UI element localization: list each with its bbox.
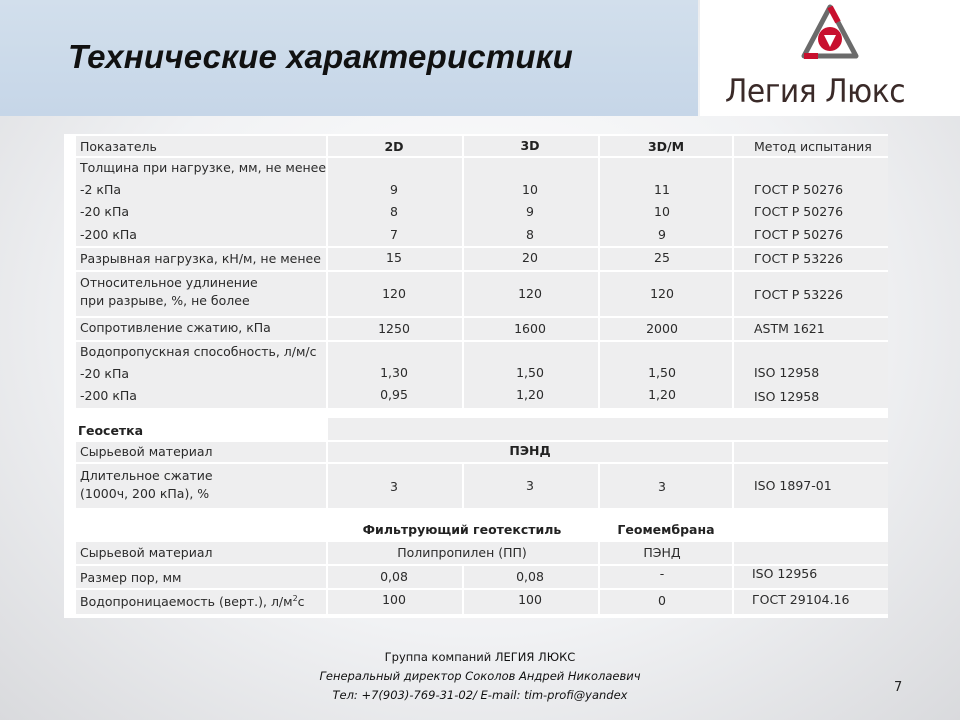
cell-value: 0,95 — [380, 387, 408, 402]
cell-method: ГОСТ Р 50276 — [754, 204, 844, 219]
cell-value: 10 — [654, 204, 670, 219]
cell-value: 10 — [522, 182, 538, 197]
cell-value: 9 — [390, 182, 398, 197]
table-cell — [328, 418, 888, 440]
pore-label: Размер пор, мм — [80, 570, 182, 585]
permeability-label: Водопропускная способность, л/м/с — [80, 344, 317, 359]
textile-raw-label: Сырьевой материал — [80, 545, 213, 560]
cell-method: ASTM 1621 — [754, 321, 825, 336]
thickness-label: Толщина при нагрузке, мм, не менее — [80, 160, 327, 175]
creep-label: (1000ч, 200 кПа), % — [80, 486, 210, 501]
header-param: Показатель — [80, 139, 157, 154]
table-cell — [600, 566, 732, 588]
cell-value: 0 — [658, 593, 666, 608]
geonet-section-title: Геосетка — [78, 423, 144, 438]
creep-label: Длительное сжатие — [80, 468, 213, 483]
page-number: 7 — [894, 680, 903, 695]
cell-value: 100 — [518, 592, 542, 607]
membrane-raw-value: ПЭНД — [643, 545, 681, 560]
header-3dm: 3D/M — [647, 139, 685, 154]
cell-value: 20 — [522, 250, 538, 265]
footer-contacts: Тел: +7(903)-769-31-02/ E-mail: tim-profi@yandex — [332, 688, 628, 702]
header-method: Метод испытания — [754, 139, 872, 154]
cell-value: 11 — [654, 182, 670, 197]
cell-method: ГОСТ Р 50276 — [754, 182, 844, 197]
footer-director: Генеральный директор Соколов Андрей Николаевич — [319, 669, 641, 683]
header-3d: 3D — [520, 138, 540, 153]
cell-value: 8 — [526, 227, 534, 242]
elongation-label: при разрыве, %, не более — [80, 293, 250, 308]
cell-method: ГОСТ Р 53226 — [754, 287, 844, 302]
cell-value: 120 — [518, 286, 542, 301]
cell-method: ISO 12958 — [754, 389, 820, 404]
cell-value: 1,50 — [516, 365, 544, 380]
row-label: -200 кПа — [80, 388, 137, 403]
cell-value: 0,08 — [380, 569, 408, 584]
logo-emblem-icon — [798, 4, 862, 68]
cell-value: 3 — [526, 478, 534, 493]
cell-value: 100 — [382, 592, 406, 607]
cell-value: 8 — [390, 204, 398, 219]
cell-value: 1,30 — [380, 365, 408, 380]
row-label: -200 кПа — [80, 227, 137, 242]
logo-text: Легия Люкс — [725, 72, 906, 110]
cell-method: ISO 12958 — [754, 365, 820, 380]
cell-method: ISO 1897-01 — [754, 478, 832, 493]
cell-method: ISO 12956 — [752, 566, 818, 581]
cell-value: 2000 — [646, 321, 678, 336]
flow-label: Водопроницаемость (верт.), $л/м^2с$ — [80, 594, 305, 610]
cell-value: 120 — [650, 286, 674, 301]
geomembrane-header: Геомембрана — [617, 522, 715, 537]
tensile-label: Разрывная нагрузка, кН/м, не менее — [80, 251, 321, 266]
cell-value: - — [659, 566, 665, 581]
cell-value: 3 — [390, 479, 398, 494]
compression-label: Сопротивление сжатию, кПа — [80, 320, 271, 335]
row-label: -20 кПа — [80, 204, 129, 219]
cell-value: 25 — [654, 250, 670, 265]
cell-method: ГОСТ Р 50276 — [754, 227, 844, 242]
cell-value: 120 — [382, 286, 406, 301]
specs-table — [64, 134, 888, 618]
cell-value: 9 — [526, 204, 534, 219]
cell-value: 1,50 — [648, 365, 676, 380]
cell-method: ГОСТ 29104.16 — [752, 592, 850, 607]
cell-value: 1600 — [514, 321, 546, 336]
geonet-raw-value: ПЭНД — [509, 443, 551, 458]
slide-title: Технические характеристики — [68, 38, 574, 75]
company-logo — [700, 0, 960, 116]
elongation-label: Относительное удлинение — [80, 275, 258, 290]
footer-company: Группа компаний ЛЕГИЯ ЛЮКС — [384, 650, 576, 664]
cell-value: 0,08 — [516, 569, 544, 584]
row-label: -2 кПа — [80, 182, 122, 197]
table-cell — [600, 464, 732, 508]
cell-value: 1,20 — [648, 387, 676, 402]
cell-value: 1,20 — [516, 387, 544, 402]
header-2d: 2D — [384, 139, 404, 154]
cell-value: 7 — [390, 227, 398, 242]
cell-method: ГОСТ Р 53226 — [754, 251, 844, 266]
table-cell — [734, 542, 888, 564]
geotextile-header: Фильтрующий геотекстиль — [362, 522, 562, 537]
cell-value: 3 — [658, 479, 666, 494]
geonet-raw-label: Сырьевой материал — [80, 444, 213, 459]
cell-value: 1250 — [378, 321, 410, 336]
cell-value: 9 — [658, 227, 666, 242]
table-cell — [734, 442, 888, 462]
cell-value: 15 — [386, 250, 402, 265]
textile-raw-value: Полипропилен (ПП) — [397, 545, 527, 560]
row-label: -20 кПа — [80, 366, 129, 381]
